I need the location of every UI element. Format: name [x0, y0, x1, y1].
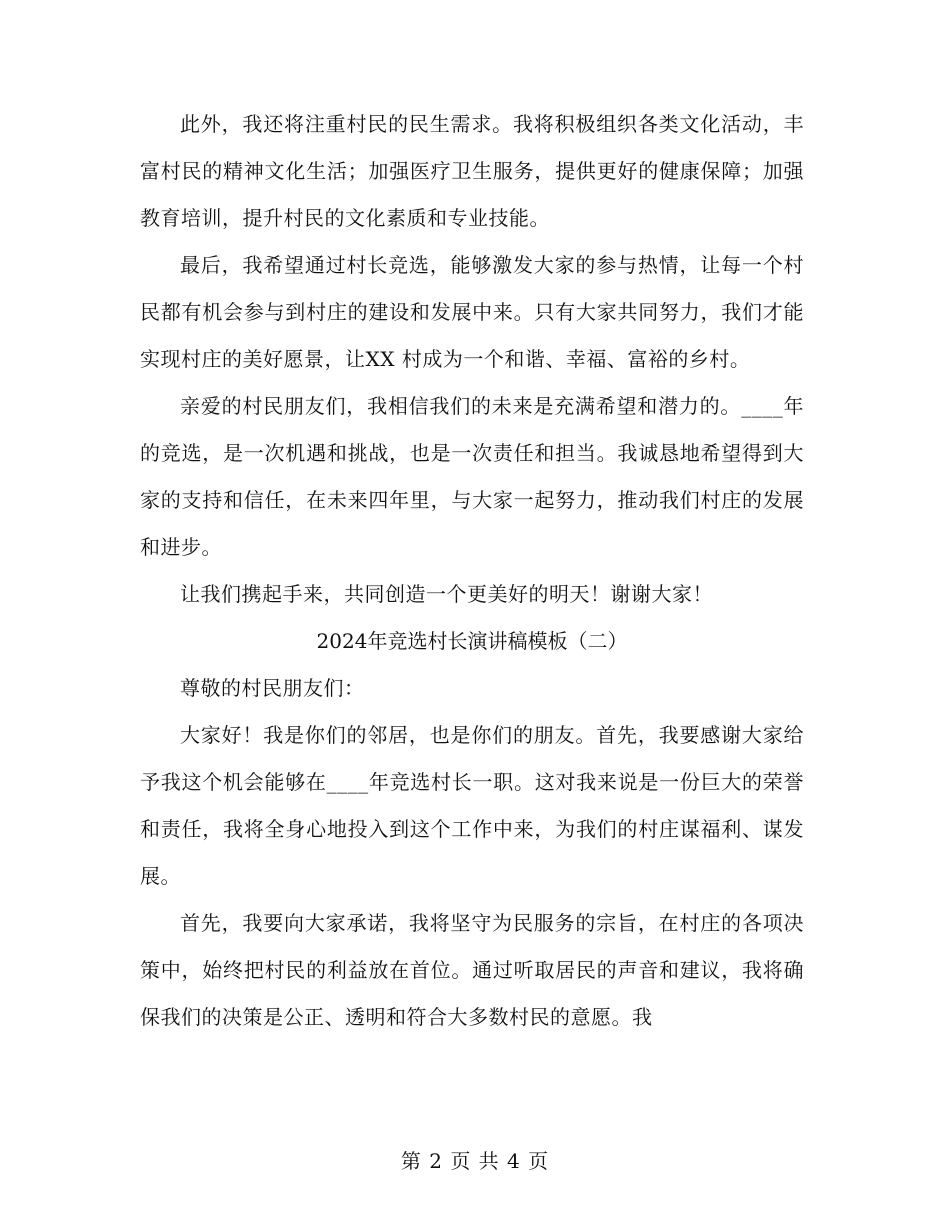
paragraph-promise: 首先，我要向大家承诺，我将坚守为民服务的宗旨，在村庄的各项决策中，始终把村民的利益放在首位。通过听取居民的声音和建议，我将确保我们的决策是公正、透明和符合大多数村民的意愿。我	[140, 911, 804, 1029]
paragraph-participation: 最后，我希望通过村长竞选，能够激发大家的参与热情，让每一个村民都有机会参与到村庄的建设和发展中来。只有大家共同努力，我们才能实现村庄的美好愿景，让XX 村成为一个和谐、幸福、富裕的乡村。	[140, 253, 804, 371]
section-title: 2024年竞选村长演讲稿模板（二）	[316, 629, 628, 653]
page-number-footer: 第 2 页 共 4 页	[400, 1149, 550, 1173]
paragraph-closing: 让我们携起手来，共同创造一个更美好的明天！谢谢大家！	[180, 582, 713, 606]
paragraph-future: 亲爱的村民朋友们，我相信我们的未来是充满希望和潜力的。____年的竞选，是一次机遇和挑战，也是一次责任和担当。我诚恳地希望得到大家的支持和信任，在未来四年里，与大家一起努力，推动我们村庄的发展和进步。	[140, 394, 804, 559]
paragraph-livelihood: 此外，我还将注重村民的民生需求。我将积极组织各类文化活动，丰富村民的精神文化生活；加强医疗卫生服务，提供更好的健康保障；加强教育培训，提升村民的文化素质和专业技能。	[140, 112, 804, 230]
paragraph-greeting: 大家好！我是你们的邻居，也是你们的朋友。首先，我要感谢大家给予我这个机会能够在____年竞选村长一职。这对我来说是一份巨大的荣誉和责任，我将全身心地投入到这个工作中来，为我们的村庄谋福利、谋发展。	[140, 723, 804, 888]
document-body	[140, 101, 804, 1041]
paragraph-salutation: 尊敬的村民朋友们：	[180, 676, 365, 700]
